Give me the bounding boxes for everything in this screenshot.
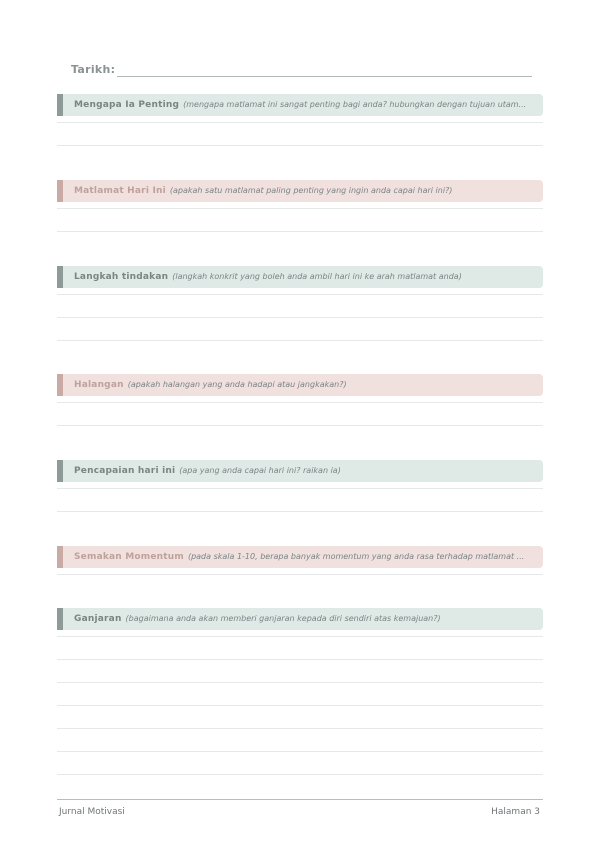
writing-line[interactable] [57,488,543,489]
section-accent-bar [57,608,63,630]
writing-line[interactable] [57,751,543,752]
writing-line[interactable] [57,317,543,318]
writing-line[interactable] [57,774,543,775]
writing-line[interactable] [57,574,543,575]
date-label: Tarikh: [71,63,116,76]
writing-line[interactable] [57,705,543,706]
writing-line[interactable] [57,636,543,637]
section-header-ganjaran [57,608,543,630]
writing-line[interactable] [57,425,543,426]
writing-line[interactable] [57,340,543,341]
writing-line[interactable] [57,728,543,729]
section-accent-bar [57,266,63,288]
section-header-langkah-tindakan [57,266,543,288]
section-title: Semakan Momentum [74,552,184,562]
footer-page-number: Halaman 3 [491,807,540,817]
date-input-line[interactable] [117,76,532,77]
section-hint: (langkah konkrit yang boleh anda ambil hari ini ke arah matlamat anda) [172,272,462,281]
section-accent-bar [57,374,63,396]
section-title: Matlamat Hari Ini [74,186,166,196]
section-title: Ganjaran [74,614,122,624]
writing-line[interactable] [57,145,543,146]
writing-line[interactable] [57,511,543,512]
writing-line[interactable] [57,122,543,123]
section-hint: (bagaimana anda akan memberi ganjaran kepada diri sendiri atas kemajuan?) [125,614,441,623]
writing-line[interactable] [57,294,543,295]
writing-line[interactable] [57,682,543,683]
section-header-matlamat-hari-ini [57,180,543,202]
section-hint: (pada skala 1-10, berapa banyak momentum yang anda rasa terhadap matlamat ... [187,552,525,561]
section-accent-bar [57,94,63,116]
section-header-mengapa-ia-penting [57,94,543,116]
writing-line[interactable] [57,402,543,403]
footer-divider [57,799,543,800]
section-hint: (apa yang anda capai hari ini? raikan ia) [179,466,341,475]
date-row [71,61,532,81]
section-header-semakan-momentum [57,546,543,568]
section-title: Halangan [74,380,124,390]
writing-line[interactable] [57,659,543,660]
section-title: Mengapa Ia Penting [74,100,180,110]
section-header-pencapaian-hari-ini [57,460,543,482]
footer-journal-name: Jurnal Motivasi [59,807,125,817]
section-hint: (mengapa matlamat ini sangat penting bagi anda? hubungkan dengan tujuan utam... [183,100,527,109]
section-hint: (apakah halangan yang anda hadapi atau jangkakan?) [127,380,347,389]
section-accent-bar [57,460,63,482]
section-hint: (apakah satu matlamat paling penting yang ingin anda capai hari ini?) [169,186,453,195]
section-accent-bar [57,180,63,202]
writing-line[interactable] [57,231,543,232]
section-title: Langkah tindakan [74,272,169,282]
writing-line[interactable] [57,208,543,209]
section-accent-bar [57,546,63,568]
section-title: Pencapaian hari ini [74,466,176,476]
section-header-halangan [57,374,543,396]
